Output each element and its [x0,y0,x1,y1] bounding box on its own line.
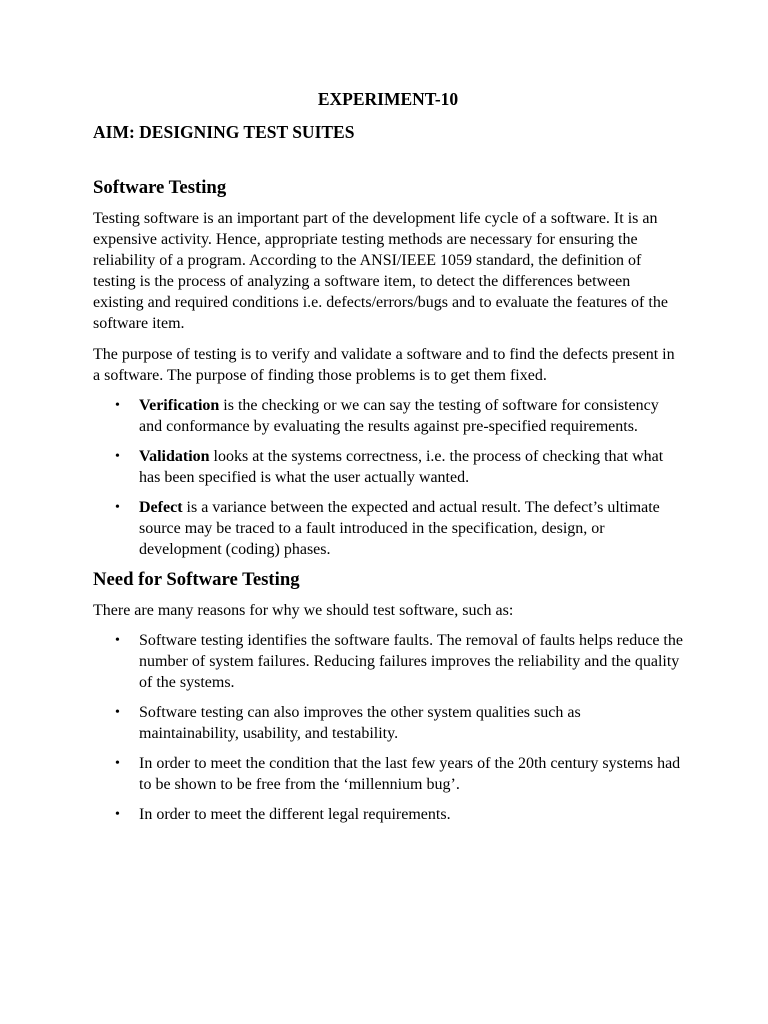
reasons-list [93,630,683,825]
paragraph-testing-purpose: The purpose of testing is to verify and validate a software and to find the defects present in a software. The purpose of finding those problems is to get them fixed. [93,346,675,384]
reason-text: Software testing can also improves the other system qualities such as maintainability, usability, and testability. [139,704,581,742]
list-item [93,630,683,693]
aim-heading: AIM: DESIGNING TEST SUITES [93,122,355,142]
definition-text: is the checking or we can say the testing of software for consistency and conformance by evaluating the results against pre-specified requirements. [139,397,659,435]
bullet-icon: • [115,500,120,515]
reason-text: In order to meet the condition that the last few years of the 20th century systems had to be shown to be free from the ‘millennium bug’. [139,755,681,793]
bullet-icon: • [115,756,120,771]
section-heading-need-for-testing: Need for Software Testing [93,569,300,590]
list-item [93,753,683,795]
list-item [93,395,683,437]
definition-text: looks at the systems correctness, i.e. the process of checking that what has been specified is what the user actually wanted. [139,448,664,486]
bullet-icon: • [115,807,120,822]
document-title: EXPERIMENT-10 [317,89,459,109]
term-verification: Verification [139,397,220,414]
reason-text: Software testing identifies the software faults. The removal of faults helps reduce the number of system failures. Reducing failures improves the reliability and the quality of the systems. [139,632,683,691]
list-item [93,446,683,488]
bullet-icon: • [115,449,120,464]
list-item [93,804,683,825]
definition-text: is a variance between the expected and actual result. The defect’s ultimate source may be traced to a fault introduced in the specification, design, or development (coding) phases. [139,499,660,558]
definitions-list [93,395,683,560]
term-defect: Defect [139,499,183,516]
document-page [93,88,683,834]
bullet-icon: • [115,398,120,413]
bullet-icon: • [115,705,120,720]
term-validation: Validation [139,448,210,465]
bullet-icon: • [115,633,120,648]
list-item [93,497,683,560]
list-item [93,702,683,744]
section-heading-software-testing: Software Testing [93,177,227,198]
reason-text: In order to meet the different legal requirements. [139,806,451,823]
paragraph-reasons-intro: There are many reasons for why we should test software, such as: [93,602,514,619]
paragraph-testing-definition: Testing software is an important part of the development life cycle of a software. It is an expensive activity. Hence, appropriate testing methods are necessary for ensuring the reliability of a program. According to the ANSI/IEEE 1059 standard, the definition of testing is the process of analyzing a software item, to detect the differences between existing and required conditions i.e. defects/errors/bugs and to evaluate the features of the software item. [93,210,668,332]
